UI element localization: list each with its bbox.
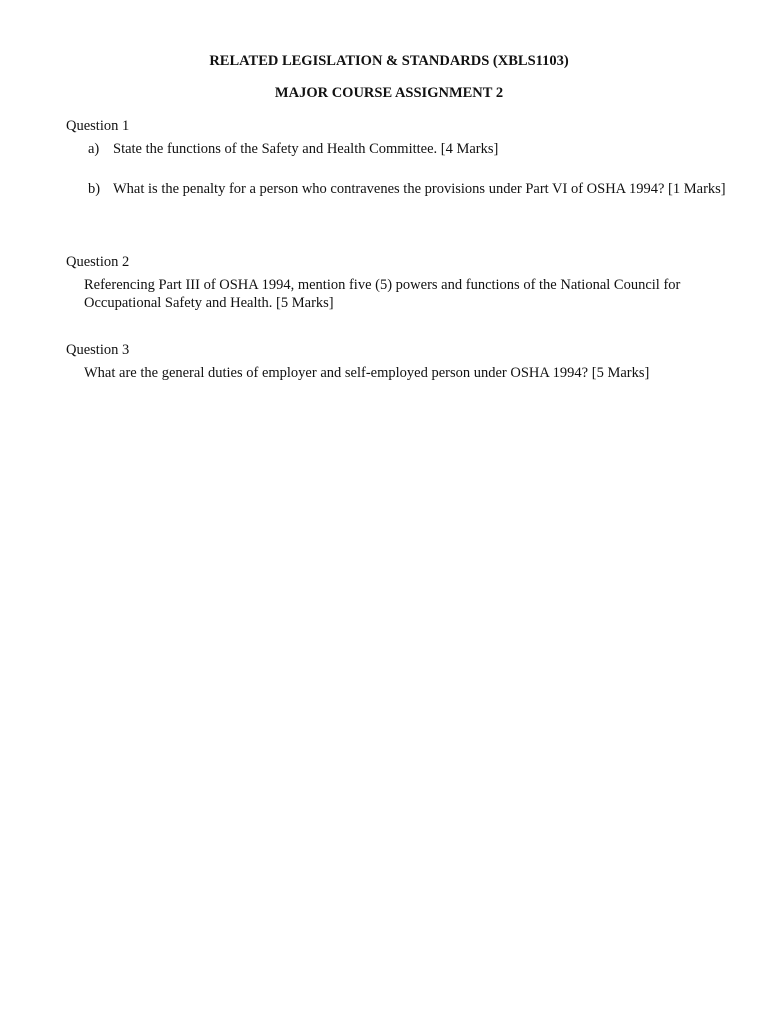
question-1-part-a xyxy=(88,140,728,158)
document-subtitle: MAJOR COURSE ASSIGNMENT 2 xyxy=(274,85,504,101)
question-1-part-b-text: What is the penalty for a person who contravenes the provisions under Part VI of OSHA 1994? [1 Marks] xyxy=(113,181,726,197)
question-2-heading: Question 2 xyxy=(66,254,130,270)
question-1-part-b xyxy=(88,180,728,198)
question-2-text: Referencing Part III of OSHA 1994, mention five (5) powers and functions of the National Council for Occupational Safety and Health. [5 Marks] xyxy=(84,277,681,311)
question-3-heading: Question 3 xyxy=(66,342,130,358)
question-3-text: What are the general duties of employer and self-employed person under OSHA 1994? [5 Marks] xyxy=(84,365,650,381)
list-marker: a) xyxy=(88,141,100,157)
question-1-heading: Question 1 xyxy=(66,118,130,134)
list-marker: b) xyxy=(88,181,101,197)
document-title: RELATED LEGISLATION & STANDARDS (XBLS1103) xyxy=(209,53,569,69)
question-1-part-a-text: State the functions of the Safety and Health Committee. [4 Marks] xyxy=(113,141,499,157)
